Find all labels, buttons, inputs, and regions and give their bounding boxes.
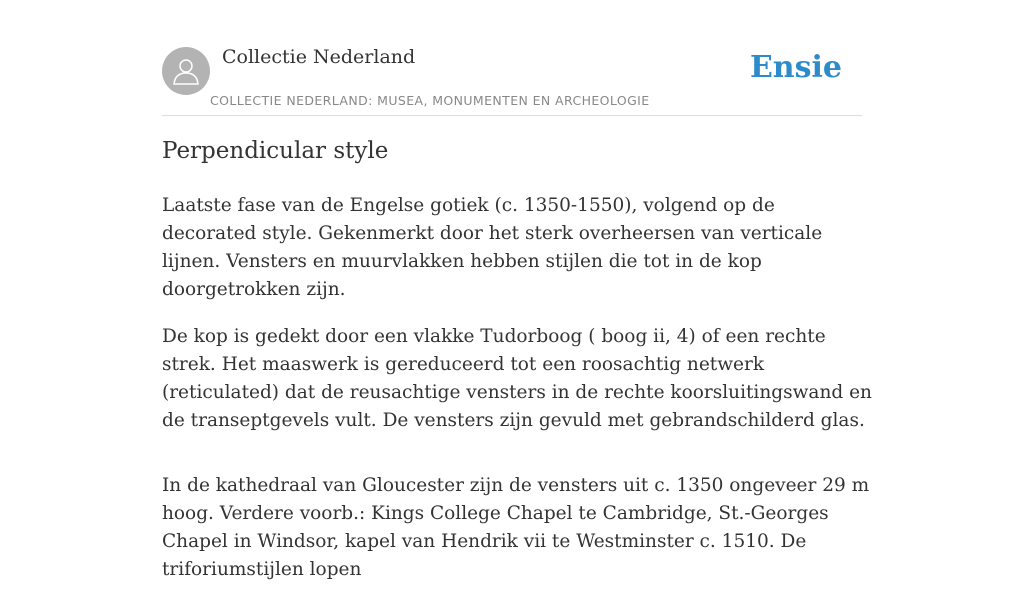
ensie-logo[interactable]: Ensie: [749, 50, 842, 85]
user-icon: [171, 56, 201, 86]
author-subtitle: COLLECTIE NEDERLAND: MUSEA, MONUMENTEN EN ARCHEOLOGIE: [210, 93, 650, 108]
paragraph: De kop is gedekt door een vlakke Tudorboog ( boog ii, 4) of een rechte strek. Het maaswerk is gereduceerd tot een roosachtig netwerk (reticulated) dat de reusachtige vensters in de rechte koorsluitingswand en de transeptgevels vult. De vensters zijn gevuld met gebrandschilderd glas.: [162, 326, 872, 431]
author-name[interactable]: Collectie Nederland: [222, 46, 416, 68]
paragraph: In de kathedraal van Gloucester zijn de vensters uit c. 1350 ongeveer 29 m hoog. Verdere voorb.: Kings College Chapel te Cambridge, St.-Georges Chapel in Windsor, kapel van Hendrik vii te Westminster c. 1510. De triforiumstijlen lopen: [162, 475, 870, 580]
article-body: [162, 192, 872, 603]
article-container: [162, 0, 872, 580]
avatar[interactable]: [162, 47, 210, 95]
paragraph: Laatste fase van de Engelse gotiek (c. 1350-1550), volgend op de decorated style. Gekenmerkt door het sterk overheersen van verticale lijnen. Vensters en muurvlakken hebben stijlen die tot in de kop doorgetrokken zijn.: [162, 195, 823, 300]
author-header: [162, 0, 862, 116]
page-title: Perpendicular style: [162, 138, 389, 164]
